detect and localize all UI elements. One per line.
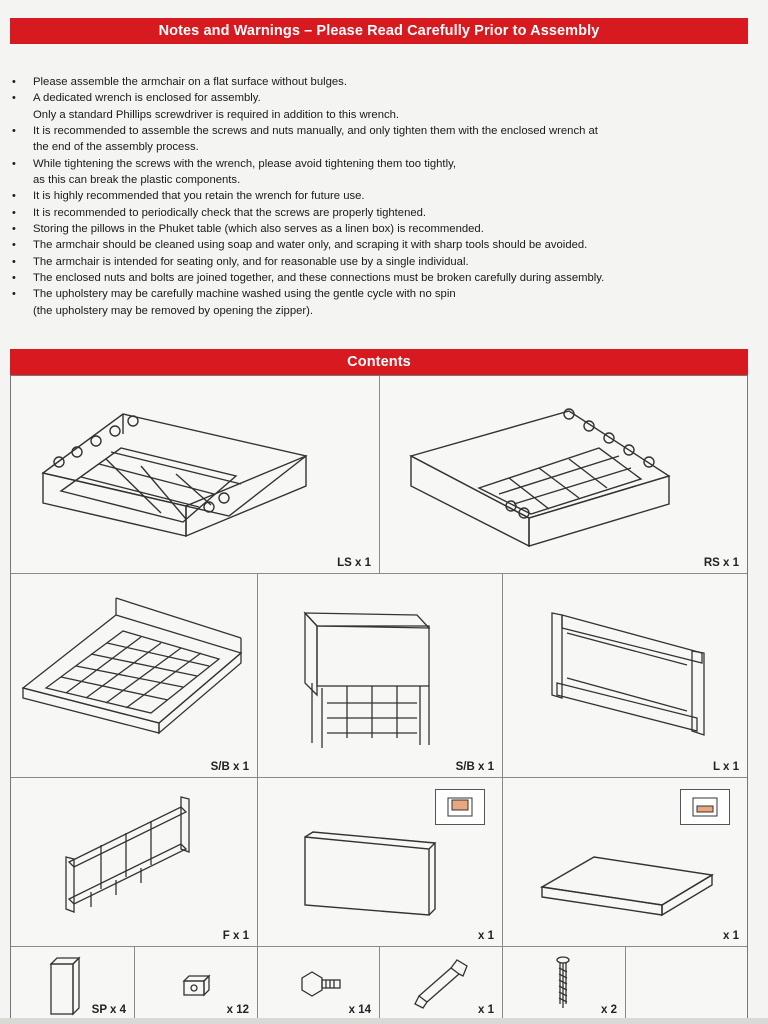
left-side-frame-icon — [11, 376, 379, 573]
part-bolt — [257, 946, 379, 1020]
note-item: • Storing the pillows in the Phuket table (which also serves as a linen box) is recommended. — [12, 221, 752, 237]
part-sp — [11, 946, 134, 1020]
part-label: x 1 — [723, 930, 739, 942]
seat-base-grid-icon — [11, 573, 257, 777]
notes-list — [12, 74, 752, 319]
part-label: S/B x 1 — [455, 761, 494, 773]
contents-grid — [10, 375, 748, 1020]
note-item: • A dedicated wrench is enclosed for assembly. Only a standard Phillips screwdriver is required in addition to this wrench. — [12, 90, 752, 123]
note-item: • The armchair is intended for seating only, and for reasonable use by a single individual. — [12, 254, 752, 270]
part-rs — [379, 376, 747, 573]
notes-title: Notes and Warnings – Please Read Carefully Prior to Assembly — [158, 23, 600, 39]
part-sb-seat — [11, 573, 257, 777]
part-l — [502, 573, 747, 777]
part-back-cushion — [257, 777, 502, 946]
part-label: x 12 — [226, 1004, 249, 1016]
part-ls — [11, 376, 379, 573]
note-item: • It is recommended to assemble the screws and nuts manually, and only tighten them with the enclosed wrench at the end of the assembly process. — [12, 123, 752, 156]
part-wrench — [379, 946, 502, 1020]
seat-cushion-icon — [502, 777, 747, 946]
page-edge — [0, 1018, 768, 1024]
contents-title: Contents — [347, 354, 411, 370]
note-item: • Please assemble the armchair on a flat surface without bulges. — [12, 74, 752, 90]
part-label: L x 1 — [713, 761, 739, 773]
part-label: RS x 1 — [703, 557, 739, 569]
empty-cell — [625, 946, 747, 1020]
part-nut — [134, 946, 257, 1020]
right-side-frame-icon — [379, 376, 747, 573]
part-label: x 1 — [478, 930, 494, 942]
part-f — [11, 777, 257, 946]
part-label: x 2 — [601, 1004, 617, 1016]
back-frame-icon — [502, 573, 747, 777]
note-item: • The upholstery may be carefully machine washed using the gentle cycle with no spin (the upholstery may be removed by opening the zipper). — [12, 286, 752, 319]
part-label: LS x 1 — [337, 557, 371, 569]
note-item: • The armchair should be cleaned using soap and water only, and scraping it with sharp tools should be avoided. — [12, 237, 752, 253]
part-label: F x 1 — [222, 930, 249, 942]
front-rail-icon — [11, 777, 257, 946]
note-item: • It is recommended to periodically check that the screws are properly tightened. — [12, 205, 752, 221]
part-label: SP x 4 — [91, 1004, 126, 1016]
part-seat-cushion — [502, 777, 747, 946]
note-item: • It is highly recommended that you retain the wrench for future use. — [12, 188, 752, 204]
note-item: • While tightening the screws with the wrench, please avoid tightening them too tightly, as this can break the plastic components. — [12, 156, 752, 189]
part-label: S/B x 1 — [210, 761, 249, 773]
note-item: • The enclosed nuts and bolts are joined together, and these connections must be broken carefully during assembly. — [12, 270, 752, 286]
part-screw — [502, 946, 625, 1020]
part-label: x 14 — [348, 1004, 371, 1016]
notes-banner — [10, 18, 748, 44]
part-label: x 1 — [478, 1004, 494, 1016]
part-sb-back — [257, 573, 502, 777]
back-cushion-icon — [257, 777, 502, 946]
seat-back-panel-icon — [257, 573, 502, 777]
contents-banner — [10, 349, 748, 375]
